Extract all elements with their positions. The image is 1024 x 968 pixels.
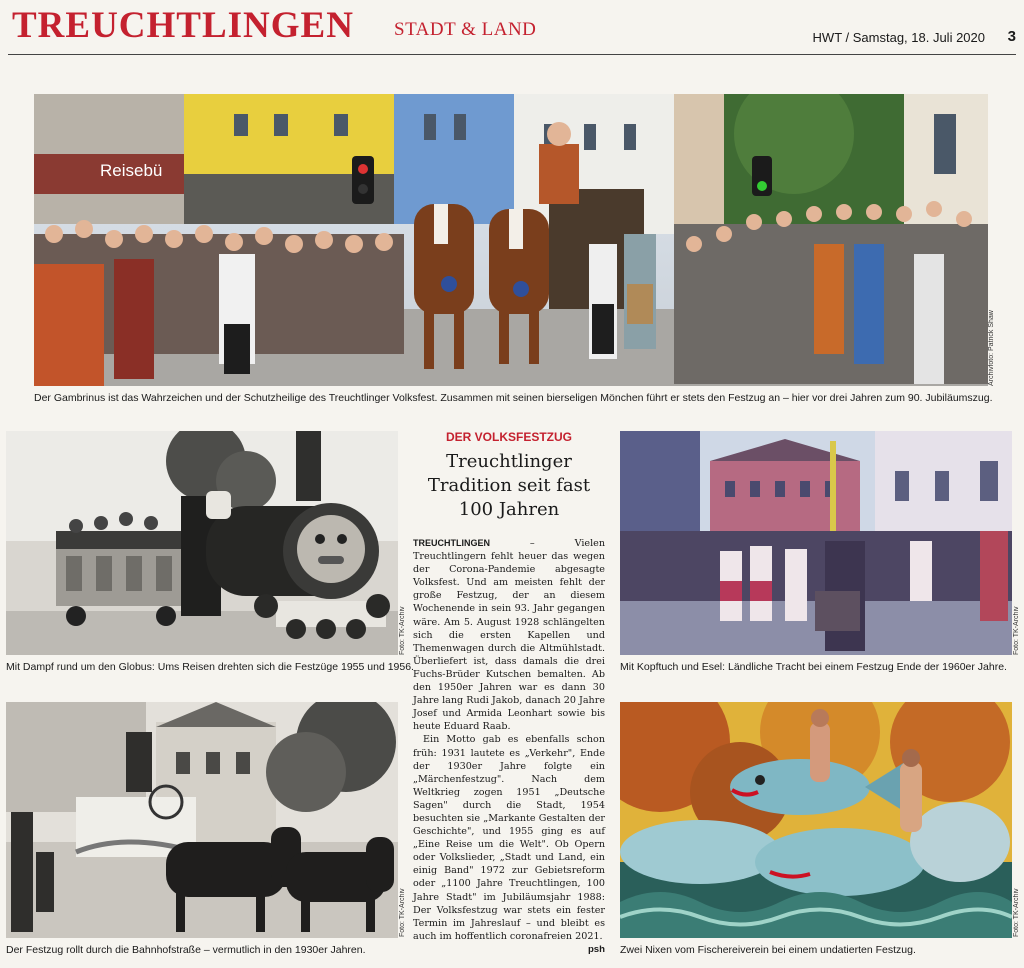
article-paragraph-1-text: – Vielen Treuchtlingern fehlt heuer das wegen der Corona-Pandemie abgesagte Volksfest. Und am meisten fehlt der große Festzug, der an diesem Wochenende in sein 93. Jahr gegangen wäre. Am 5. August 1928 schlängelten sich die ersten Kapellen und Themenwagen durch die Altmühlstadt. Überliefert ist, dass damals die drei Fuchs-Brüder Kutschen bemalten. Ab den 1950er Jahren war es dann 30 Jahre lang Rudi Jakob, danach 20 Jahre Josef und Armida Leonhart sowie bis heute Eduard Raab. <box>413 538 605 733</box>
photo-locomotive-float <box>6 431 398 655</box>
article-author: psh <box>587 943 605 955</box>
credit-horses: Foto: TK-Archiv <box>399 888 406 937</box>
article-body <box>413 537 605 956</box>
caption-locomotive: Mit Dampf rund um den Globus: Ums Reisen drehten sich die Festzüge 1955 und 1956. <box>6 661 414 673</box>
article-dateline: TREUCHTLINGEN <box>413 538 490 548</box>
issue-date: HWT / Samstag, 18. Juli 2020 <box>812 30 985 45</box>
credit-top-photo: Archivfoto: Patrick Shaw <box>988 310 995 386</box>
photo-headscarf-donkey <box>620 431 1012 655</box>
article-paragraph-1 <box>413 537 605 733</box>
credit-locomotive: Foto: TK-Archiv <box>399 606 406 655</box>
credit-headscarf: Foto: TK-Archiv <box>1013 606 1020 655</box>
caption-mermaids: Zwei Nixen vom Fischereiverein bei einem undatierten Festzug. <box>620 944 916 956</box>
photo-shop-sign: Reisebü <box>100 161 163 180</box>
header-rule <box>8 54 1016 55</box>
page-number: 3 <box>1007 28 1016 45</box>
article-kicker: DER VOLKSFESTZUG <box>445 430 572 444</box>
article-paragraph-2-text: Ein Motto gab es ebenfalls schon früh: 1931 lautete es „Verkehr", Ende der 1930er Jahre folgte ein „Märchenfestzug". Nach dem Weltkrieg zogen 1951 „Deutsche Sagen" durch die Stadt, 1954 besuchten sie „Markante Gestalten der Geschichte", und 1955 ging es auf „Eine Reise um die Welt". Ob Opern oder Volkslieder, „Stadt und Land, ein einig Band" 1972 zur Gebietsreform oder „1100 Jahre Treuchtlingen, 100 Jahre Stadt" im Jubiläumsjahr 1988: Der Volksfestzug war stets ein fester Termin im Jahreslauf – und bleibt es auch im hoffentlich coronafreien 2021. <box>413 734 605 942</box>
caption-horses: Der Festzug rollt durch die Bahnhofstraße – vermutlich in den 1930er Jahren. <box>6 944 366 956</box>
caption-top-photo: Der Gambrinus ist das Wahrzeichen und der Schutzheilige des Treuchtlinger Volksfest. Zusammen mit seinen bierseligen Mönchen führt er stets den Festzug an – hier vor drei Jahren zum 90. Jubiläumszug. <box>34 392 993 404</box>
article-paragraph-2 <box>413 733 605 955</box>
newspaper-title: TREUCHTLINGEN <box>12 5 354 46</box>
photo-horses-bahnhofstrasse <box>6 702 398 938</box>
caption-headscarf: Mit Kopftuch und Esel: Ländliche Tracht bei einem Festzug Ende der 1960er Jahre. <box>620 661 1007 673</box>
section-name: STADT & LAND <box>394 19 537 40</box>
photo-parade-gambrinus <box>34 94 988 386</box>
article-headline: Treuchtlinger Tradition seit fast 100 Jahren <box>427 451 591 520</box>
photo-mermaids-float <box>620 702 1012 938</box>
credit-mermaids: Foto: TK-Archiv <box>1013 888 1020 937</box>
